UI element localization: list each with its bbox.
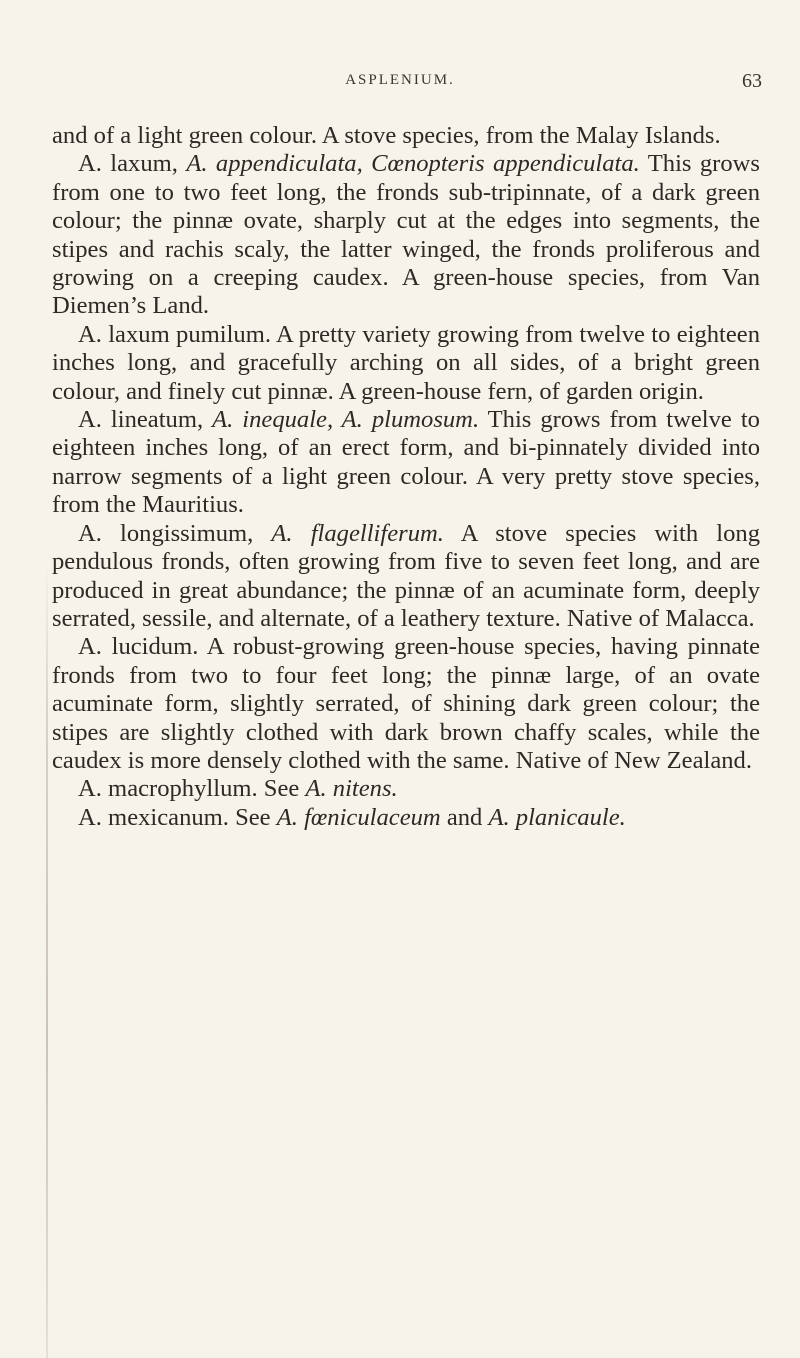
text-segment: This grows from one to two feet long, the fronds sub-tripinnate, of a dark green colour; the pinnæ ovate, sharply cut at the edges into segments, the stipes and rachis scaly, the latter winged, the fronds proliferous and growing on a creeping caudex. A green-house species, from Van Diemen’s Land. — [52, 150, 760, 320]
entry-laxum — [52, 150, 760, 320]
running-head: ASPLENIUM. — [345, 72, 455, 88]
text-segment: A. mexicanum. See — [78, 803, 277, 831]
body-text — [52, 122, 760, 832]
text-segment: A. laxum, — [78, 150, 187, 178]
entry-laxum-pumilum — [52, 321, 760, 406]
text-segment: A stove species with long pendulous fronds, often growing from five to seven feet long, and are produced in great abundance; the pinnæ of an acuminate form, deeply serrated, sessile, and alternate, of a leathery texture. Native of Malacca. — [52, 519, 760, 632]
cross-reference: A. nitens. — [305, 775, 398, 803]
text-segment: A. lucidum. A robust-growing green-house species, having pinnate fronds from two to four feet long; the pinnæ large, of an ovate acuminate form, slightly serrated, of shining dark green colour; the stipes are slightly clothed with dark brown chaffy scales, while the caudex is more densely clothed with the same. Native of New Zealand. — [52, 633, 760, 774]
text-segment: A. laxum pumilum. A pretty variety growing from twelve to eighteen inches long, and gracefully arching on all sides, of a bright green colour, and finely cut pinnæ. A green-house fern, of garden origin. — [52, 320, 760, 405]
entry-macrophyllum — [52, 775, 760, 803]
page-number: 63 — [742, 70, 762, 92]
entry-lucidum — [52, 633, 760, 775]
text-segment: and — [440, 803, 489, 831]
text-segment: A. macrophyllum. See — [78, 775, 306, 803]
synonyms: A. inequale, A. plumosum. — [212, 406, 480, 434]
text-segment: This grows from twelve to eighteen inches long, of an erect form, and bi-pinnately divided into narrow segments of a light green colour. A very pretty stove species, from the Mauritius. — [52, 406, 760, 519]
synonyms: A. appendiculata, Cœnopteris appendiculata. — [186, 150, 640, 178]
page-header — [0, 70, 800, 100]
text-segment: A. longissimum, — [78, 519, 272, 547]
cross-reference: A. fœniculaceum — [276, 803, 441, 831]
cross-reference: A. planicaule. — [488, 803, 626, 831]
text-segment: A. lineatum, — [78, 406, 213, 434]
text-segment: and of a light green colour. A stove species, from the Malay Islands. — [52, 122, 721, 149]
paragraph-continuation — [52, 122, 760, 150]
entry-mexicanum — [52, 804, 760, 832]
binding-shadow — [46, 560, 48, 1358]
synonyms: A. flagelliferum. — [271, 519, 444, 547]
entry-longissimum — [52, 520, 760, 634]
entry-lineatum — [52, 406, 760, 520]
